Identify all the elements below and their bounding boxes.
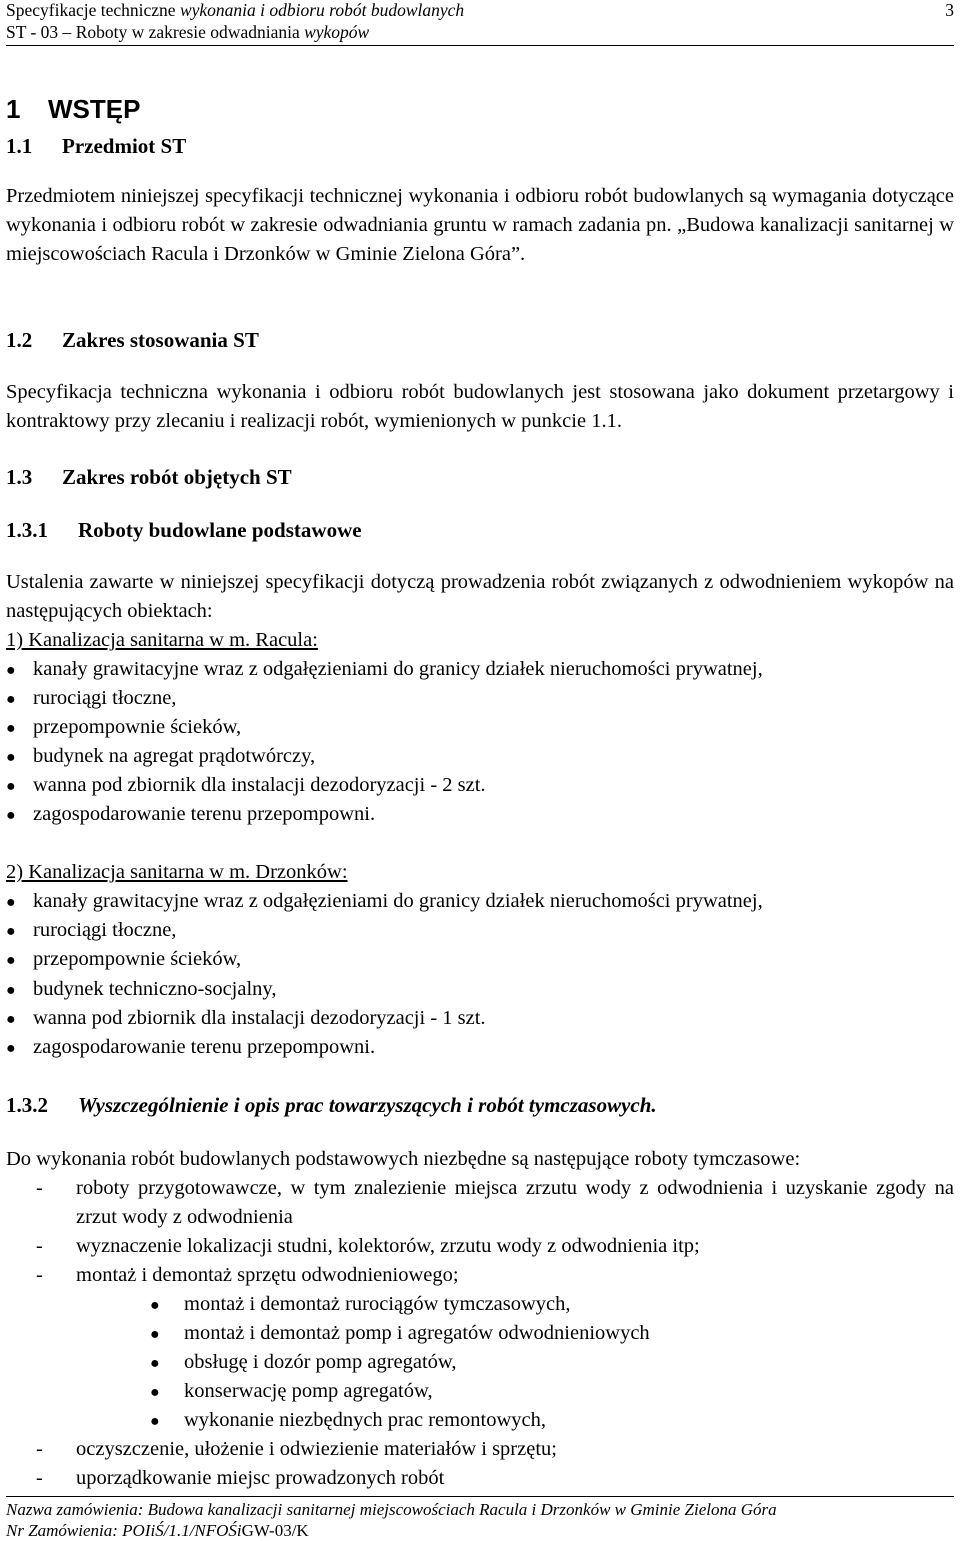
header-line-2: ST - 03 – Roboty w zakresie odwadniania wykopów: [6, 22, 370, 42]
list-item: ● kanały grawitacyjne wraz z odgałęzieniami do granicy działek nieruchomości prywatnej,: [6, 890, 763, 912]
list-item: - wyznaczenie lokalizacji studni, kolektorów, zrzutu wody z odwodnienia itp;: [36, 1235, 700, 1257]
list-item: ● wanna pod zbiornik dla instalacji dezodoryzacji - 1 szt.: [6, 1007, 486, 1029]
list-item: ● wanna pod zbiornik dla instalacji dezodoryzacji - 2 szt.: [6, 774, 486, 796]
list-item: - uporządkowanie miejsc prowadzonych robót: [36, 1467, 445, 1489]
list-item: ● budynek techniczno-socjalny,: [6, 978, 277, 1000]
list-item: ● zagospodarowanie terenu przepompowni.: [6, 1036, 376, 1058]
header-line-1: Specyfikacje techniczne wykonania i odbioru robót budowlanych: [6, 0, 465, 20]
list-item: ● kanały grawitacyjne wraz z odgałęzieniami do granicy działek nieruchomości prywatnej,: [6, 658, 763, 680]
list-item: ● rurociągi tłoczne,: [6, 687, 177, 709]
section-1-1-heading: 1.1 Przedmiot ST: [6, 134, 187, 158]
footer-line-2: Nr Zamówienia: POIiŚ/1.1/NFOŚiGW-03/K: [6, 1521, 309, 1540]
list-item: ● budynek na agregat prądotwórczy,: [6, 745, 316, 767]
list-item: ● obsługę i dozór pomp agregatów,: [150, 1351, 457, 1373]
list-item: - montaż i demontaż sprzętu odwodnieniowego;: [36, 1264, 459, 1286]
group-1-title: 1) Kanalizacja sanitarna w m. Racula:: [6, 629, 318, 651]
section-1-3-2-intro: Do wykonania robót budowlanych podstawowych niezbędne są następujące roboty tymczasowe:: [6, 1148, 801, 1170]
list-item: - roboty przygotowawcze, w tym znalezienie miejsca zrzutu wody z odwodnienia i uzyskanie zgody na zrzut wody z odwodnienia: [36, 1177, 954, 1228]
footer-line-1: Nazwa zamówienia: Budowa kanalizacji sanitarnej miejscowościach Racula i Drzonków w Gminie Zielona Góra: [6, 1500, 777, 1519]
list-item: ● przepompownie ścieków,: [6, 716, 242, 738]
page-header: [6, 0, 954, 46]
list-item: ● montaż i demontaż pomp i agregatów odwodnieniowych: [150, 1322, 650, 1344]
section-1-3-heading: 1.3 Zakres robót objętych ST: [6, 465, 292, 489]
list-item: ● wykonanie niezbędnych prac remontowych,: [150, 1409, 547, 1431]
section-1-heading: 1 WSTĘP: [6, 94, 141, 124]
list-item: ● zagospodarowanie terenu przepompowni.: [6, 803, 376, 825]
page-footer: [6, 1496, 954, 1541]
section-1-1-text: Przedmiotem niniejszej specyfikacji technicznej wykonania i odbioru robót budowlanych są wymagania dotyczące wykonania i odbioru robót w zakresie odwadniania gruntu w ramach zadania pn. „Budowa kanalizacji sanitarnej w miejscowościach Racula i Drzonków w Gminie Zielona Góra”.: [6, 185, 954, 265]
list-item: - oczyszczenie, ułożenie i odwiezienie materiałów i sprzętu;: [36, 1438, 557, 1460]
list-item: ● rurociągi tłoczne,: [6, 919, 177, 941]
group-2-title: 2) Kanalizacja sanitarna w m. Drzonków:: [6, 861, 348, 883]
section-1-3-1-intro: Ustalenia zawarte w niniejszej specyfikacji dotyczą prowadzenia robót związanych z odwodnieniem wykopów na następujących obiektach:: [6, 571, 954, 622]
section-1-2-heading: 1.2 Zakres stosowania ST: [6, 328, 259, 352]
list-item: ● konserwację pomp agregatów,: [150, 1380, 433, 1402]
section-1-2-text: Specyfikacja techniczna wykonania i odbioru robót budowlanych jest stosowana jako dokument przetargowy i kontraktowy przy zlecaniu i realizacji robót, wymienionych w punkcie 1.1.: [6, 381, 954, 432]
list-item: ● montaż i demontaż rurociągów tymczasowych,: [150, 1293, 571, 1315]
section-1-3-1-heading: 1.3.1 Roboty budowlane podstawowe: [6, 518, 362, 542]
section-1-3-2-heading: 1.3.2 Wyszczególnienie i opis prac towarzyszących i robót tymczasowych.: [6, 1093, 657, 1117]
list-item: ● przepompownie ścieków,: [6, 948, 242, 970]
page-number: 3: [945, 0, 954, 20]
